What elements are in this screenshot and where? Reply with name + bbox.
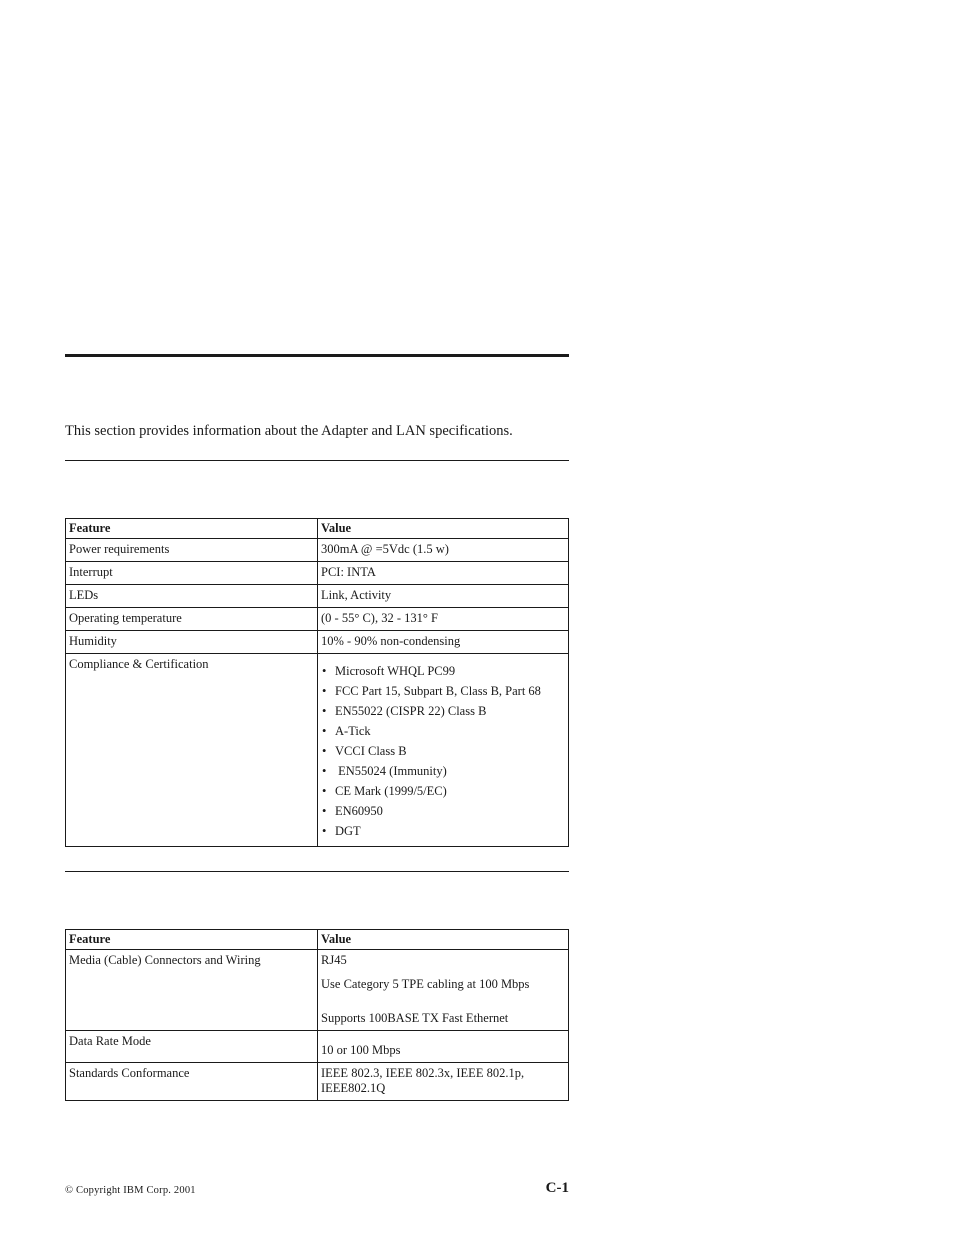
list-item-text: CE Mark (1999/5/EC) bbox=[335, 784, 447, 798]
value-cell: (0 - 55° C), 32 - 131° F bbox=[318, 608, 569, 631]
table-header-row bbox=[66, 930, 569, 950]
column-header-value: Value bbox=[318, 930, 569, 950]
column-header-feature: Feature bbox=[66, 519, 318, 539]
list-item-text: EN55024 (Immunity) bbox=[335, 764, 447, 778]
list-item-text: FCC Part 15, Subpart B, Class B, Part 68 bbox=[335, 684, 541, 698]
list-item bbox=[321, 681, 565, 701]
table-row-compliance bbox=[66, 654, 569, 847]
value-cell: 10% - 90% non-condensing bbox=[318, 631, 569, 654]
media-line: RJ45 bbox=[321, 953, 347, 967]
feature-cell: Compliance & Certification bbox=[66, 654, 318, 847]
intro-paragraph: This section provides information about the Adapter and LAN specifications. bbox=[65, 423, 513, 439]
table-row bbox=[66, 562, 569, 585]
adapter-section-rule bbox=[65, 460, 569, 461]
media-line: Use Category 5 TPE cabling at 100 Mbps bbox=[321, 977, 530, 991]
list-item bbox=[321, 801, 565, 821]
list-item bbox=[321, 761, 565, 781]
bullet-icon: • bbox=[322, 744, 327, 758]
list-item bbox=[321, 781, 565, 801]
feature-cell: LEDs bbox=[66, 585, 318, 608]
feature-cell: Operating temperature bbox=[66, 608, 318, 631]
list-item bbox=[321, 701, 565, 721]
table-row bbox=[66, 539, 569, 562]
table-header-row bbox=[66, 519, 569, 539]
table-row bbox=[66, 1031, 569, 1063]
list-item-text: Microsoft WHQL PC99 bbox=[335, 664, 456, 678]
table-row bbox=[66, 1063, 569, 1101]
list-item bbox=[321, 661, 565, 681]
feature-cell: Media (Cable) Connectors and Wiring bbox=[66, 950, 318, 1031]
table-row bbox=[66, 631, 569, 654]
list-item-text: DGT bbox=[335, 824, 361, 838]
table-row bbox=[66, 608, 569, 631]
list-item-text: VCCI Class B bbox=[335, 744, 407, 758]
list-item-text: EN55022 (CISPR 22) Class B bbox=[335, 704, 487, 718]
feature-cell: Data Rate Mode bbox=[66, 1031, 318, 1063]
feature-cell: Standards Conformance bbox=[66, 1063, 318, 1101]
value-cell: Link, Activity bbox=[318, 585, 569, 608]
list-item bbox=[321, 821, 565, 841]
list-item bbox=[321, 721, 565, 741]
feature-cell: Humidity bbox=[66, 631, 318, 654]
column-header-feature: Feature bbox=[66, 930, 318, 950]
media-line: Supports 100BASE TX Fast Ethernet bbox=[321, 1011, 509, 1025]
list-item-text: EN60950 bbox=[335, 804, 383, 818]
bullet-icon: • bbox=[322, 684, 327, 698]
section-title-rule bbox=[65, 354, 569, 357]
value-cell bbox=[318, 654, 569, 847]
value-cell bbox=[318, 950, 569, 1031]
list-item bbox=[321, 741, 565, 761]
bullet-icon: • bbox=[322, 704, 327, 718]
bullet-icon: • bbox=[322, 824, 327, 838]
lan-spec-table bbox=[65, 929, 569, 1101]
page-number: C-1 bbox=[545, 1180, 569, 1196]
value-cell: 300mA @ =5Vdc (1.5 w) bbox=[318, 539, 569, 562]
lan-section-rule bbox=[65, 871, 569, 872]
value-cell: IEEE 802.3, IEEE 802.3x, IEEE 802.1p, IEEE802.1Q bbox=[318, 1063, 569, 1101]
bullet-icon: • bbox=[322, 764, 327, 778]
bullet-icon: • bbox=[322, 724, 327, 738]
value-cell: 10 or 100 Mbps bbox=[318, 1031, 569, 1063]
compliance-list bbox=[321, 661, 565, 841]
bullet-icon: • bbox=[322, 664, 327, 678]
table-row bbox=[66, 950, 569, 1031]
list-item-text: A-Tick bbox=[335, 724, 371, 738]
feature-cell: Interrupt bbox=[66, 562, 318, 585]
value-cell: PCI: INTA bbox=[318, 562, 569, 585]
bullet-icon: • bbox=[322, 784, 327, 798]
column-header-value: Value bbox=[318, 519, 569, 539]
copyright-notice: © Copyright IBM Corp. 2001 bbox=[65, 1185, 196, 1196]
bullet-icon: • bbox=[322, 804, 327, 818]
adapter-spec-table bbox=[65, 518, 569, 847]
feature-cell: Power requirements bbox=[66, 539, 318, 562]
table-row bbox=[66, 585, 569, 608]
